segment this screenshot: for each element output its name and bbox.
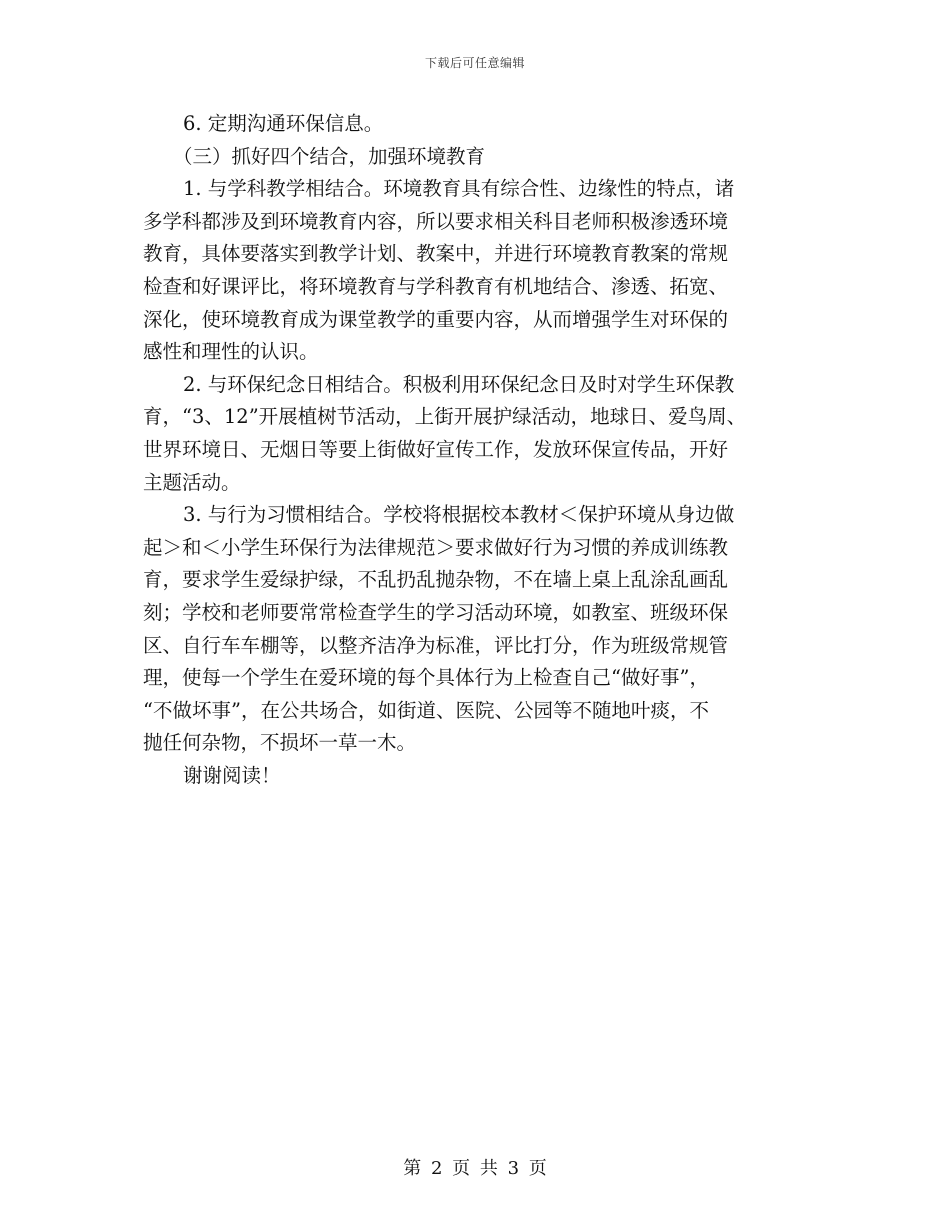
paragraph-line: 理，使每一个学生在爱环境的每个具体行为上检查自己“做好事”， xyxy=(143,666,709,690)
paragraph-line: 育，要求学生爱绿护绿，不乱扔乱抛杂物，不在墙上桌上乱涂乱画乱 xyxy=(143,568,729,592)
paragraph-line: 1. 与学科教学相结合。环境教育具有综合性、边缘性的特点，诸 xyxy=(183,177,735,201)
paragraph-line: “不做坏事”，在公共场合，如街道、医院、公园等不随地叶痰，不 xyxy=(143,698,709,722)
paragraph-line: 深化，使环境教育成为课堂教学的重要内容，从而增强学生对环保的 xyxy=(143,307,729,331)
paragraph-line: 检查和好课评比，将环境教育与学科教育有机地结合、渗透、拓宽、 xyxy=(143,274,729,298)
paragraph-line: 世界环境日、无烟日等要上街做好宣传工作，发放环保宣传品，开好 xyxy=(143,437,729,461)
closing-line: 谢谢阅读！ xyxy=(183,763,281,787)
paragraph-line: 6. 定期沟通环保信息。 xyxy=(183,112,384,135)
document-body xyxy=(143,108,807,792)
paragraph-line: 刻；学校和老师要常常检查学生的学习活动环境，如教室、班级环保 xyxy=(143,600,729,624)
section-heading: （三）抓好四个结合，加强环境教育 xyxy=(173,144,486,168)
paragraph-line: 3. 与行为习惯相结合。学校将根据校本教材＜保护环境从身边做 xyxy=(183,503,735,527)
paragraph-line: 育，“3、12”开展植树节活动，上街开展护绿活动，地球日、爱鸟周、 xyxy=(143,405,747,429)
paragraph-line: 起＞和＜小学生环保行为法律规范＞要求做好行为习惯的养成训练教 xyxy=(143,535,729,559)
page-number: 第 2 页 共 3 页 xyxy=(403,1158,547,1179)
paragraph-line: 区、自行车车棚等，以整齐洁净为标准，评比打分，作为班级常规管 xyxy=(143,633,729,657)
paragraph-line: 抛任何杂物，不损坏一草一木。 xyxy=(143,731,417,755)
paragraph-line: 感性和理性的认识。 xyxy=(143,340,319,364)
paragraph-line: 2. 与环保纪念日相结合。积极利用环保纪念日及时对学生环保教 xyxy=(183,372,735,396)
paragraph-line: 多学科都涉及到环境教育内容，所以要求相关科目老师积极渗透环境 xyxy=(143,209,729,233)
page-header: 下载后可任意编辑 xyxy=(424,56,525,70)
paragraph-line: 教育，具体要落实到教学计划、教案中，并进行环境教育教案的常规 xyxy=(143,242,729,266)
paragraph-line: 主题活动。 xyxy=(143,470,241,494)
